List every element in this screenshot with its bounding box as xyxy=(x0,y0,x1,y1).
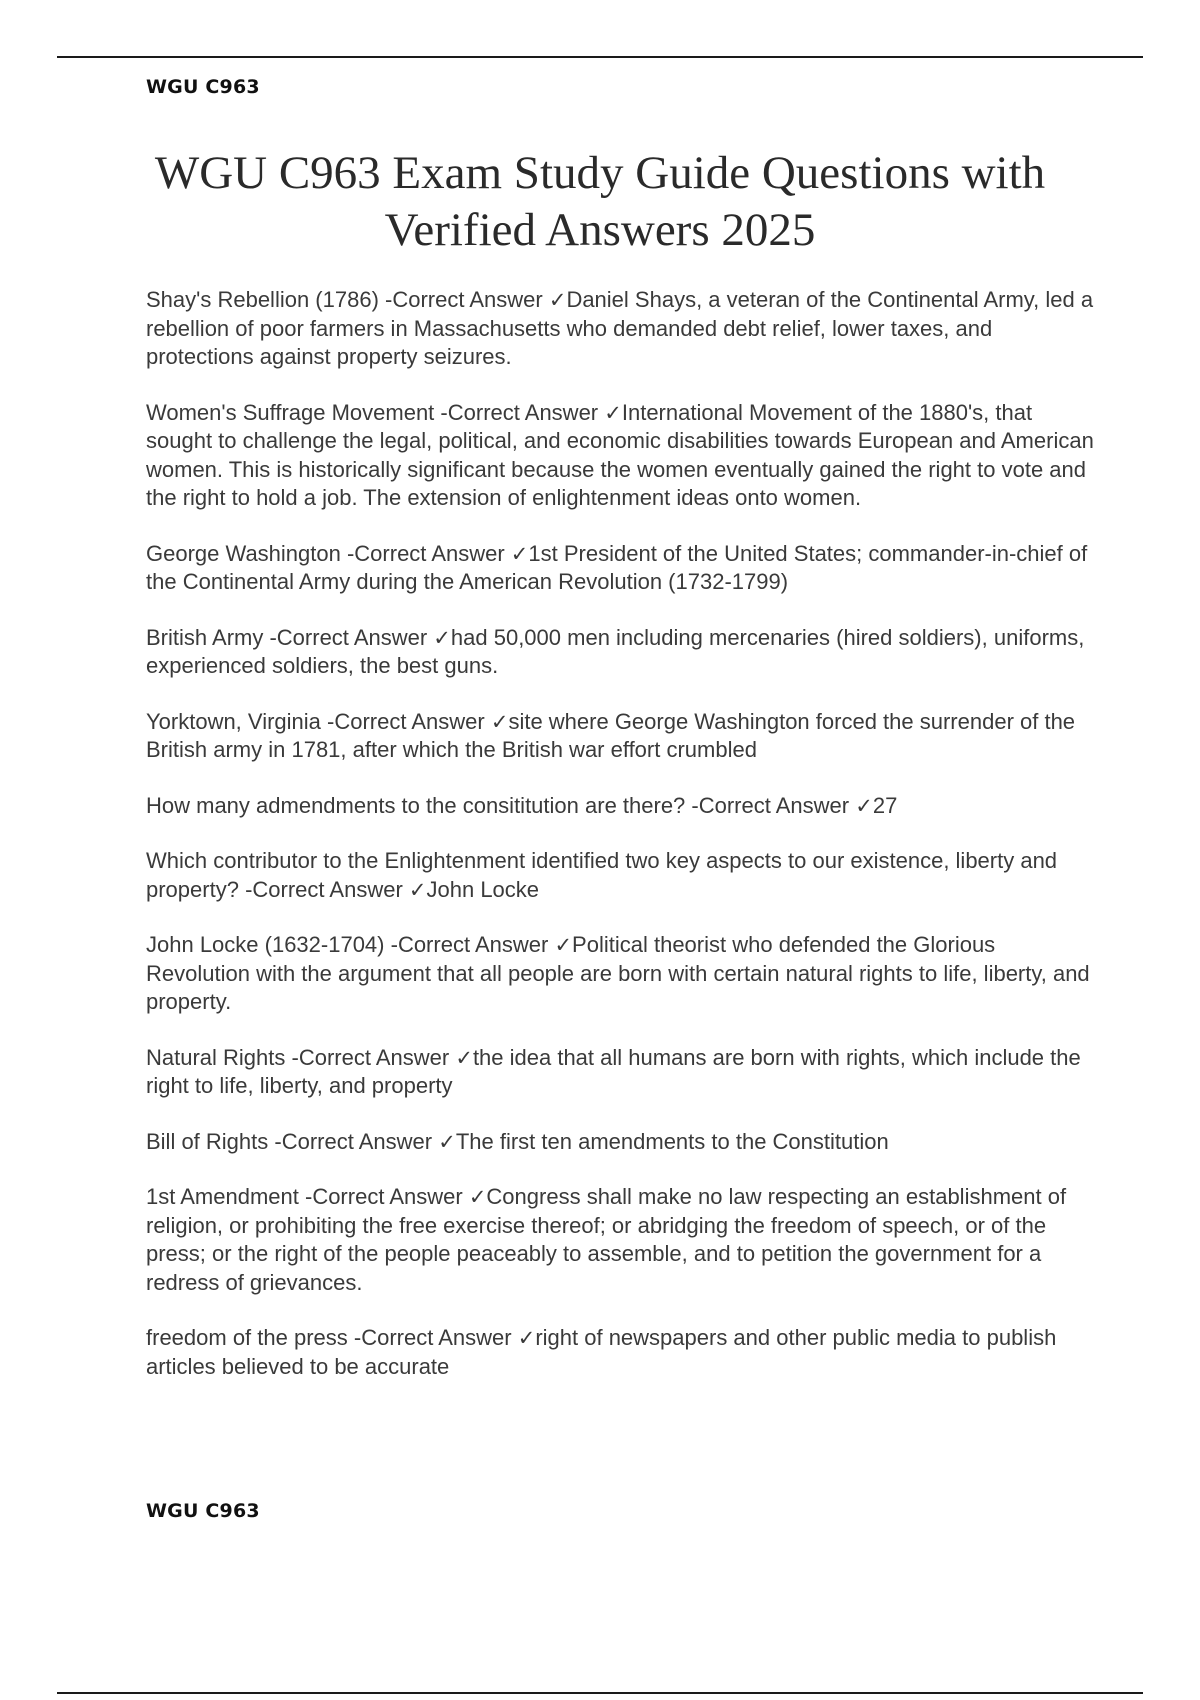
question-text: George Washington xyxy=(146,540,341,566)
check-icon: ✓ xyxy=(455,1045,473,1070)
answer-text: 27 xyxy=(872,792,898,818)
question-text: John Locke (1632-1704) xyxy=(146,932,385,957)
qa-item xyxy=(146,1183,1101,1297)
answer-separator: -Correct Answer xyxy=(238,876,409,902)
answer-text: John Locke xyxy=(426,876,540,902)
qa-item xyxy=(146,399,1101,513)
answer-separator: -Correct Answer xyxy=(298,1184,469,1209)
check-icon: ✓ xyxy=(548,288,567,312)
question-text: Bill of Rights xyxy=(146,1128,269,1154)
qa-item xyxy=(146,792,1101,821)
check-icon: ✓ xyxy=(438,1129,456,1154)
answer-text: Daniel Shays, a veteran of the Continental Army, led a rebellion of poor farmers in Massachusetts who demanded debt relief, lower taxes, and protections against property seizures. xyxy=(146,287,1094,369)
answer-separator: -Correct Answer xyxy=(263,624,434,650)
check-icon: ✓ xyxy=(468,1185,487,1209)
answer-text: the idea that all humans are born with rights, which include the right to life, liberty, and property xyxy=(146,1044,1081,1098)
question-text: British Army xyxy=(146,624,264,650)
check-icon: ✓ xyxy=(510,541,529,566)
question-text: Women's Suffrage Movement xyxy=(146,399,435,425)
qa-item xyxy=(146,1324,1101,1381)
answer-text: right of newspapers and other public media to publish articles believed to be accurate xyxy=(146,1325,1057,1379)
footer-course-label: WGU C963 xyxy=(146,1500,260,1522)
qa-item xyxy=(146,540,1101,597)
question-text: Shay's Rebellion (1786) xyxy=(146,287,379,312)
answer-separator: -Correct Answer xyxy=(340,540,511,566)
qa-item xyxy=(146,624,1101,681)
answer-separator: -Correct Answer xyxy=(285,1044,456,1070)
answer-text: site where George Washington forced the surrender of the British army in 1781, after which the British war effort crumbled xyxy=(146,708,1076,762)
question-text: Natural Rights xyxy=(146,1044,286,1070)
answer-text: 1st President of the United States; commander-in-chief of the Continental Army during the American Revolution (1732-1799) xyxy=(146,540,1088,594)
check-icon: ✓ xyxy=(490,709,509,734)
answer-separator: -Correct Answer xyxy=(268,1128,439,1154)
qa-item xyxy=(146,847,1101,904)
answer-separator: -Correct Answer xyxy=(378,287,549,312)
question-text: 1st Amendment xyxy=(146,1184,299,1209)
answer-text: International Movement of the 1880's, that sought to challenge the legal, political, and economic disabilities towards European and American women. This is historically significant because the women eventually gained the right to vote and the right to hold a job. The extension of enlightenment ideas onto women. xyxy=(146,399,1094,510)
qa-item xyxy=(146,1044,1101,1101)
qa-item xyxy=(146,931,1101,1017)
answer-separator: -Correct Answer xyxy=(384,932,555,957)
answer-separator: -Correct Answer xyxy=(320,708,491,734)
qa-item xyxy=(146,708,1101,765)
answer-separator: -Correct Answer xyxy=(347,1325,518,1350)
answer-separator: -Correct Answer xyxy=(685,792,856,818)
check-icon: ✓ xyxy=(554,933,573,957)
document-title: WGU C963 Exam Study Guide Questions with Verified Answers 2025 xyxy=(154,147,1046,256)
question-text: Which contributor to the Enlightenment identified two key aspects to our existence, liberty and property? xyxy=(146,848,1058,902)
check-icon: ✓ xyxy=(433,625,451,650)
header-course-label: WGU C963 xyxy=(146,76,260,98)
answer-text: Congress shall make no law respecting an establishment of religion, or prohibiting the free exercise thereof; or abridging the freedom of speech, or of the press; or the right of the people peaceably to assemble, and to petition the government for a redress of grievances. xyxy=(146,1184,1067,1295)
answer-separator: -Correct Answer xyxy=(434,399,605,425)
check-icon: ✓ xyxy=(408,877,427,902)
question-text: freedom of the press xyxy=(146,1325,348,1350)
question-text: How many admendments to the consititution are there? xyxy=(146,792,686,818)
check-icon: ✓ xyxy=(517,1326,536,1350)
question-text: Yorktown, Virginia xyxy=(146,708,321,734)
qa-item xyxy=(146,286,1101,372)
qa-item xyxy=(146,1128,1101,1157)
answer-text: had 50,000 men including mercenaries (hired soldiers), uniforms, experienced soldiers, the best guns. xyxy=(146,624,1085,678)
check-icon: ✓ xyxy=(604,400,622,425)
footer-rule xyxy=(57,1692,1143,1694)
qa-list xyxy=(146,286,1101,1408)
answer-text: Political theorist who defended the Glorious Revolution with the argument that all people are born with certain natural rights to life, liberty, and property. xyxy=(146,932,1090,1014)
answer-text: The first ten amendments to the Constitution xyxy=(455,1128,889,1154)
check-icon: ✓ xyxy=(855,793,873,818)
header-rule xyxy=(57,56,1143,58)
